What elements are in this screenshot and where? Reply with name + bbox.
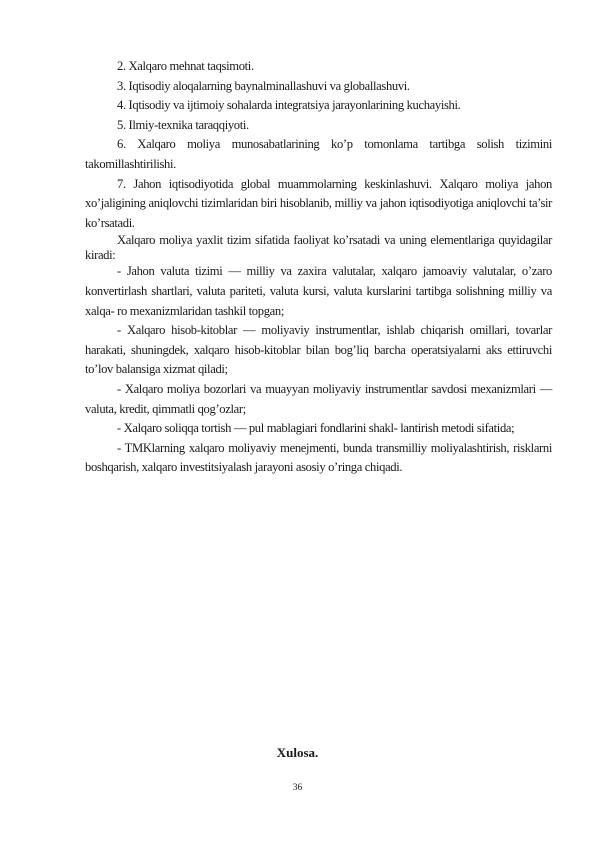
bullet-settlements: - Xalqaro hisob-kitoblar — moliyaviy instrumentlar, ishlab chiqarish omillari, tovarlar harakati, shuningdek, xalqaro hisob-kitoblar bilan bog’liq barcha operatsiyalarni aks ettiruvchi to’lov balansiga xizmat qiladi; [85,323,552,377]
body-text [85,57,552,478]
conclusion-heading: Xulosa. [276,745,319,760]
page-number: 36 [292,783,303,793]
list-item-6: 6. Xalqaro moliya munosabatlarining ko’p tomonlama tartibga solish tizimini takomillashtirilishi. [85,137,552,171]
intro-paragraph: Xalqaro moliya yaxlit tizim sifatida faoliyat ko’rsatadi va uning elementlariga quyidagilar kiradi: [85,233,552,262]
bullet-taxation: - Xalqaro soliqqa tortish — pul mablagiari fondlarini shakl- lantirish metodi sifatida; [117,421,515,436]
list-item-3: 3. Iqtisodiy aloqalarning baynalminallashuvi va globallashuvi. [117,78,410,93]
list-item-5: 5. Ilmiy-texnika taraqqiyoti. [117,117,249,132]
list-item-4: 4. Iqtisodiy va ijtimoiy sohalarda integratsiya jarayonlarining kuchayishi. [117,98,461,113]
list-item-2: 2. Xalqaro mehnat taqsimoti. [117,59,254,73]
bullet-tnc-management: - TMKlarning xalqaro moliyaviy menejmenti, bunda transmilliy moliyalashtirish, risklarni boshqarish, xalqaro investitsiyalash jarayoni asosiy o’ringa chiqadi. [85,440,552,475]
list-item-7: 7. Jahon iqtisodiyotida global muammolarning keskinlashuvi. Xalqaro moliya jahon xo’jaligining aniqlovchi tizimlaridan biri hisoblanib, milliy va jahon iqtisodiyotiga aniqlovchi ta’sir ko’rsatadi. [85,176,552,230]
bullet-currency-system: - Jahon valuta tizimi — milliy va zaxira valutalar, xalqaro jamoaviy valutalar, o’zaro konvertirlash shartlari, valuta pariteti, valuta kursi, valuta kurslarini tartibga solishning milliy va xalqa- ro mexanizmlaridan tashkil topgan; [85,264,552,318]
bullet-financial-markets: - Xalqaro moliya bozorlari va muayyan moliyaviy instrumentlar savdosi mexanizmlari — valuta, kredit, qimmatli qog’ozlar; [85,381,552,416]
